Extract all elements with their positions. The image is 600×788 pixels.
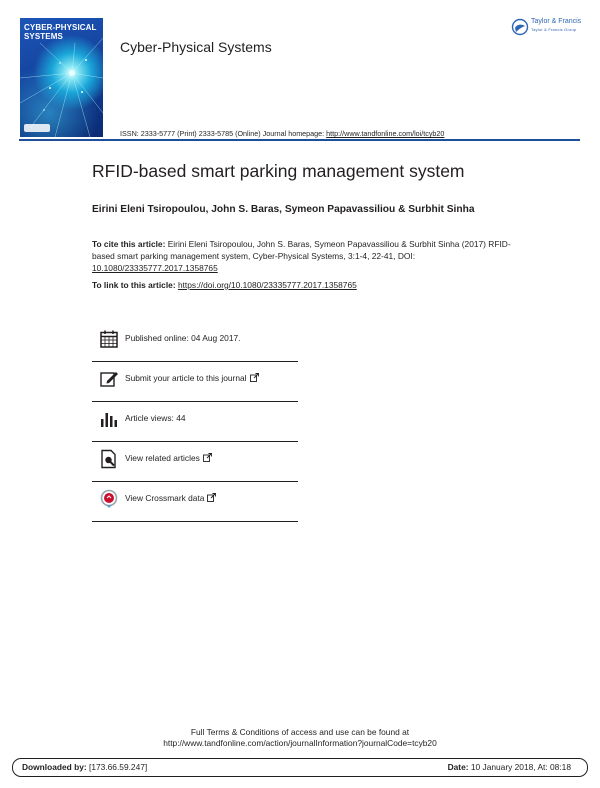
citation-doi-link[interactable]: 10.1080/23335777.2017.1358765 xyxy=(92,263,218,273)
download-info-bar xyxy=(12,758,588,777)
terms-url[interactable]: http://www.tandfonline.com/action/journalInformation?journalCode=tcyb20 xyxy=(163,738,437,748)
pencil-icon xyxy=(99,369,119,389)
submit-article-item[interactable] xyxy=(92,362,298,402)
article-views-label: Article views: 44 xyxy=(125,413,186,423)
article-link-line xyxy=(92,280,357,290)
download-date-label: Date: xyxy=(447,762,469,772)
related-articles-label: View related articles xyxy=(125,453,200,463)
citation-label: To cite this article: xyxy=(92,239,166,249)
external-link-icon xyxy=(203,453,212,462)
issn-line xyxy=(120,129,444,138)
header-divider xyxy=(19,139,580,141)
terms-footer xyxy=(0,727,600,749)
external-link-icon xyxy=(250,373,259,382)
journal-name: Cyber-Physical Systems xyxy=(120,39,272,55)
terms-line: Full Terms & Conditions of access and use can be found at xyxy=(190,727,410,737)
publisher-logo-text: Taylor & Francis xyxy=(531,18,582,25)
external-link-icon xyxy=(207,493,216,502)
article-link-label: To link to this article: xyxy=(92,280,178,290)
article-views-item xyxy=(92,402,298,442)
publisher-logo-subtext: Taylor & Francis Group xyxy=(531,27,577,32)
article-info-list xyxy=(92,322,298,522)
bar-chart-icon xyxy=(99,409,119,429)
calendar-icon xyxy=(99,329,119,349)
published-online-label: Published online: 04 Aug 2017. xyxy=(125,333,241,343)
journal-homepage-link[interactable]: http://www.tandfonline.com/loi/tcyb20 xyxy=(326,129,445,138)
issn-text: ISSN: 2333-5777 (Print) 2333-5785 (Online) Journal homepage: xyxy=(120,129,327,138)
article-title: RFID-based smart parking management system xyxy=(92,161,465,181)
downloaded-by-value: [173.66.59.247] xyxy=(86,762,148,772)
article-doi-url-link[interactable]: https://doi.org/10.1080/23335777.2017.1358765 xyxy=(177,280,357,290)
published-online-item xyxy=(92,322,298,362)
search-document-icon xyxy=(99,449,119,469)
download-date-value: 10 January 2018, At: 08:18 xyxy=(468,762,571,772)
citation-block xyxy=(92,238,522,274)
article-authors: Eirini Eleni Tsiropoulou, John S. Baras, Symeon Papavassiliou & Surbhit Sinha xyxy=(92,204,475,215)
cover-title: CYBER-PHYSICAL SYSTEMS xyxy=(24,23,97,41)
crossmark-label: View Crossmark data xyxy=(125,493,205,503)
citation-text: Eirini Eleni Tsiropoulou, John S. Baras, Symeon Papavassiliou & Surbhit Sinha (2017) RFID-based smart parking management system, Cyber-Physical Systems, 3:1-4, 22-41, DOI: xyxy=(92,239,511,261)
cover-publisher-logo xyxy=(24,124,50,132)
submit-article-label: Submit your article to this journal xyxy=(125,373,247,383)
crossmark-icon xyxy=(99,489,119,509)
downloaded-by-label: Downloaded by: xyxy=(22,762,87,772)
crossmark-item[interactable] xyxy=(92,482,298,522)
journal-cover-image xyxy=(20,18,103,137)
related-articles-item[interactable] xyxy=(92,442,298,482)
